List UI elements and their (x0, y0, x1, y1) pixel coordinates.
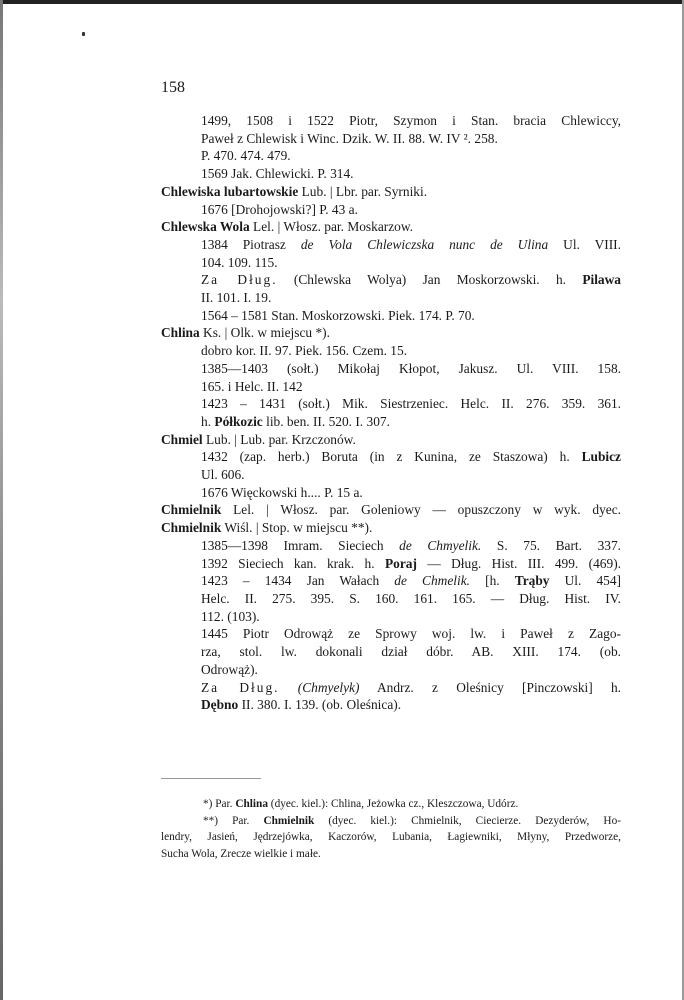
bold-segment: Półkozic (214, 413, 263, 429)
footnote-parish: Chmielnik (263, 814, 315, 827)
text-line: rza, stol. lw. dokonali dział dóbr. AB. XIII. 174. (ob. (201, 644, 621, 660)
italic-segment: de Vola Chlewiczska nunc de Ulina (300, 236, 549, 252)
text-segment: lib. ben. II. 520. I. 307. (262, 413, 390, 429)
footnotes (161, 796, 621, 862)
place-entry-heading (161, 324, 621, 342)
text-line: Helc. II. 275. 395. S. 160. 161. 165. — Dług. Hist. IV. (201, 590, 621, 606)
place-name: Chmielnik (161, 502, 222, 518)
text-line: II. 101. I. 19. (201, 290, 272, 306)
place-name: Chmiel (161, 431, 203, 447)
text-segment: Andrz. z Oleśnicy [Pinczowski] h. (359, 679, 621, 695)
text-segment: 1384 Piotrasz (201, 236, 301, 252)
entry-record (201, 395, 621, 430)
text-line: Paweł z Chlewisk i Winc. Dzik. W. II. 88. W. IV ². 258. (201, 130, 498, 146)
bold-segment: Pilawa (582, 272, 621, 288)
text-line: 1385—1403 (sołt.) Mikołaj Kłopot, Jakusz. Ul. VIII. 158. (201, 360, 621, 376)
place-entry-heading (161, 519, 621, 537)
place-description: Lub. | Lbr. par. Syrniki. (298, 183, 428, 199)
place-description: Wiśl. | Stop. w miejscu **). (221, 520, 373, 536)
entry-record (201, 307, 621, 325)
entry-record (201, 679, 621, 714)
text-line: 1564 – 1581 Stan. Moskorzowski. Piek. 174. P. 70. (201, 307, 475, 323)
footnote (161, 796, 621, 813)
text-line: 1676 [Drohojowski?] P. 43 a. (201, 201, 358, 217)
entry-record (201, 342, 621, 360)
place-entry-heading (161, 431, 621, 449)
text-line: 1569 Jak. Chlewicki. P. 314. (201, 166, 354, 182)
entry-record (201, 201, 621, 219)
place-name: Chmielnik (161, 520, 222, 536)
text-segment: 1432 (zap. herb.) Boruta (in z Kunina, ze Staszowa) h. (201, 449, 582, 465)
footnote-continuation: Sucha Wola, Zrecze wielkie i małe. (161, 847, 321, 860)
text-line: 112. (103). (201, 608, 260, 624)
text-segment: 1392 Sieciech kan. krak. h. (201, 555, 385, 571)
text-line: P. 470. 474. 479. (201, 148, 291, 164)
place-description: Lel. | Włosz. par. Moskarzow. (249, 219, 414, 235)
entry-record (201, 271, 621, 306)
gazetteer-text (161, 112, 621, 714)
footnote-continuation: lendry, Jasień, Jędrzejówka, Kaczorów, Lubania, Łagiewniki, Młyny, Przedworze, (161, 831, 621, 844)
text-segment: S. 75. Bart. 337. (481, 537, 622, 553)
ink-speck (82, 32, 85, 36)
place-name: Chlewska Wola (161, 219, 250, 235)
entry-record (201, 448, 621, 483)
footnote-text: (dyec. kiel.): Chlina, Jeżowka cz., Kleszczowa, Udórz. (267, 798, 519, 810)
footnote-text: (dyec. kiel.): Chmielnik, Ciecierze. Dezyderów, Ho- (314, 814, 621, 827)
place-entry-heading (161, 501, 621, 519)
bold-segment: Lubicz (581, 449, 621, 465)
footnote-divider (161, 778, 261, 779)
entry-record (201, 625, 621, 678)
footnote-marker: **) Par. (203, 814, 264, 827)
entry-record (201, 112, 621, 165)
text-line: 1445 Piotr Odrowąż ze Sprowy woj. lw. i Paweł z Zago- (201, 626, 621, 642)
text-line: 1423 – 1431 (sołt.) Mik. Siestrzeniec. Helc. II. 276. 359. 361. (201, 396, 621, 412)
place-entry-heading (161, 218, 621, 236)
text-segment: [h. (470, 573, 515, 589)
entry-record (201, 537, 621, 555)
text-line: 104. 109. 115. (201, 254, 278, 270)
italic-segment: de Chmyelik. (399, 537, 482, 553)
text-line: 1499, 1508 i 1522 Piotr, Szymon i Stan. bracia Chlewiccy, (201, 113, 621, 128)
place-name: Chlewiska lubartowskie (161, 183, 299, 199)
entry-record (201, 484, 621, 502)
text-segment: h. (201, 413, 215, 429)
text-segment: 1423 – 1434 Jan Wałach (201, 573, 395, 589)
text-segment: Ul. VIII. (548, 236, 621, 252)
entry-record (201, 555, 621, 573)
entry-record (201, 236, 621, 271)
text-segment: (Chlewska Wolya) Jan Moskorzowski. h. (277, 272, 583, 288)
text-line: 1676 Więckowski h.... P. 15 a. (201, 484, 363, 500)
spaced-segment: Za Dług. (201, 679, 280, 695)
footnote (161, 813, 621, 830)
place-entry-heading (161, 183, 621, 201)
text-line: dobro kor. II. 97. Piek. 156. Czem. 15. (201, 343, 408, 359)
spaced-segment: Za Dług. (201, 272, 278, 288)
page-number: 158 (161, 79, 185, 96)
text-segment: Ul. 454] (549, 573, 622, 589)
text-segment: II. 380. I. 139. (ob. Oleśnica). (238, 697, 402, 713)
page-left-edge (0, 0, 3, 1000)
place-description: Ks. | Olk. w miejscu *). (199, 325, 330, 341)
bold-segment: Trąby (514, 573, 550, 589)
entry-record (201, 165, 621, 183)
entry-record (201, 572, 621, 625)
footnote-parish: Chlina (235, 798, 268, 810)
bold-segment: Poraj (384, 555, 417, 571)
text-segment: 1385—1398 Imram. Sieciech (201, 537, 400, 553)
bold-segment: Dębno (201, 697, 239, 713)
place-description: Lel. | Włosz. par. Goleniowy — opuszczony w wyk. dyec. (221, 502, 621, 518)
italic-segment: de Chmelik. (394, 573, 471, 589)
footnote-marker: *) Par. (203, 798, 236, 810)
text-line: 165. i Helc. II. 142 (201, 378, 303, 394)
text-line: Odrowąż). (201, 661, 258, 677)
page-top-edge (0, 0, 684, 4)
entry-record (201, 360, 621, 395)
place-description: Lub. | Lub. par. Krzczonów. (202, 431, 356, 447)
italic-segment: (Chmyelyk) (279, 679, 360, 695)
place-name: Chlina (161, 325, 200, 341)
text-line: Ul. 606. (201, 467, 245, 483)
text-segment: — Dług. Hist. III. 499. (469). (416, 555, 621, 571)
